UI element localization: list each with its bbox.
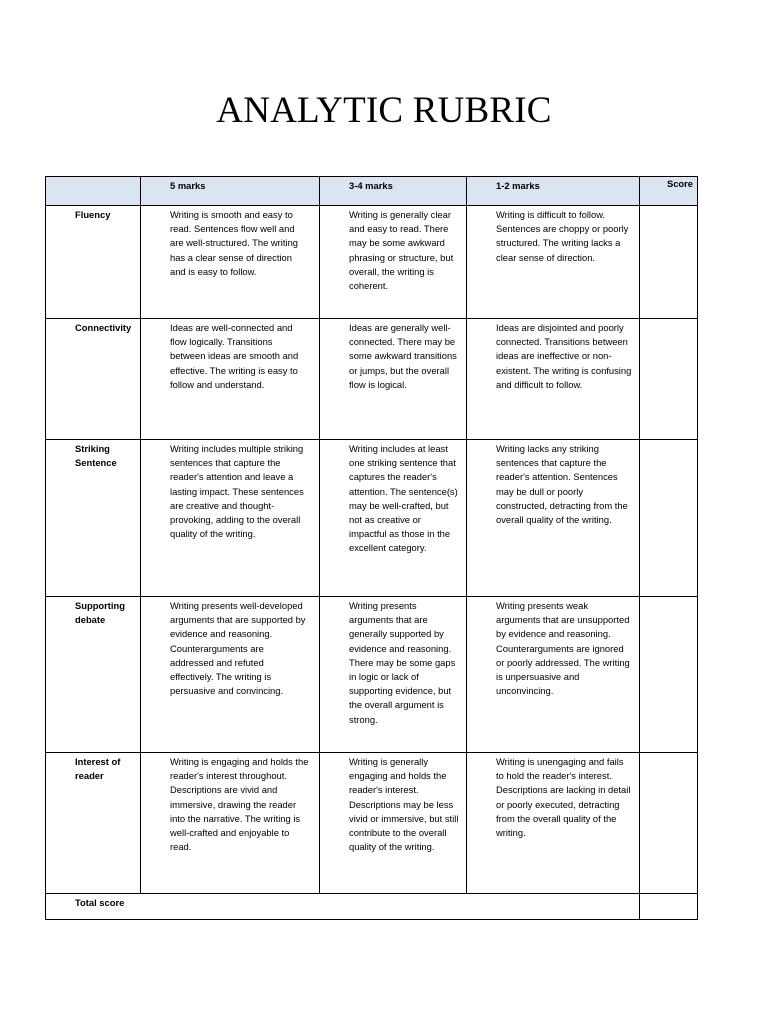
header-3-4-marks: 3-4 marks: [320, 177, 467, 206]
header-1-2-marks: 1-2 marks: [467, 177, 640, 206]
table-row: [46, 753, 698, 894]
low-description-cell: Writing is unengaging and fails to hold the reader's interest. Descriptions are lacking in detail or poorly executed, detracting from the overall quality of the writing.: [467, 753, 640, 894]
mid-description-cell: Writing is generally clear and easy to read. There may be some awkward phrasing or structure, but overall, the writing is coherent.: [320, 206, 467, 319]
total-score-cell[interactable]: [640, 894, 698, 920]
page-title: ANALYTIC RUBRIC: [216, 90, 552, 131]
table-row: [46, 440, 698, 597]
header-row: [46, 177, 698, 206]
low-description-cell: Writing presents weak arguments that are unsupported by evidence and reasoning. Counterarguments are ignored or poorly addressed. The writing is unpersuasive and unconvincing.: [467, 597, 640, 753]
mid-description-cell: Writing is generally engaging and holds the reader's interest. Descriptions may be less vivid or immersive, but still contribute to the overall quality of the writing.: [320, 753, 467, 894]
score-cell[interactable]: [640, 206, 698, 319]
header-criterion: [46, 177, 141, 206]
score-cell[interactable]: [640, 319, 698, 440]
score-cell[interactable]: [640, 597, 698, 753]
table-row: [46, 319, 698, 440]
header-score: Score: [640, 177, 698, 206]
high-description-cell: Writing includes multiple striking sentences that capture the reader's attention and leave a lasting impact. These sentences are creative and thought-provoking, adding to the overall quality of the writing.: [141, 440, 320, 597]
mid-description-cell: Writing includes at least one striking sentence that captures the reader's attention. The sentence(s) may be well-crafted, but not as creative or impactful as those in the excellent category.: [320, 440, 467, 597]
low-description-cell: Ideas are disjointed and poorly connected. Transitions between ideas are ineffective or non-existent. The writing is confusing and difficult to follow.: [467, 319, 640, 440]
total-score-label: Total score: [46, 894, 640, 920]
criterion-cell: Supporting debate: [46, 597, 141, 753]
mid-description-cell: Ideas are generally well-connected. There may be some awkward transitions or jumps, but the overall flow is logical.: [320, 319, 467, 440]
criterion-cell: Fluency: [46, 206, 141, 319]
criterion-cell: Striking Sentence: [46, 440, 141, 597]
table-row: [46, 206, 698, 319]
low-description-cell: Writing lacks any striking sentences that capture the reader's attention. Sentences may be dull or poorly constructed, detracting from the overall quality of the writing.: [467, 440, 640, 597]
low-description-cell: Writing is difficult to follow. Sentences are choppy or poorly structured. The writing lacks a clear sense of direction.: [467, 206, 640, 319]
table-row: [46, 597, 698, 753]
high-description-cell: Ideas are well-connected and flow logically. Transitions between ideas are smooth and effective. The writing is easy to follow and understand.: [141, 319, 320, 440]
score-cell[interactable]: [640, 753, 698, 894]
total-row: [46, 894, 698, 920]
rubric-table: [45, 176, 698, 920]
high-description-cell: Writing is engaging and holds the reader's interest throughout. Descriptions are vivid and immersive, drawing the reader into the narrative. The writing is well-crafted and enjoyable to read.: [141, 753, 320, 894]
high-description-cell: Writing is smooth and easy to read. Sentences flow well and are well-structured. The writing has a clear sense of direction and is easy to follow.: [141, 206, 320, 319]
header-5-marks: 5 marks: [141, 177, 320, 206]
mid-description-cell: Writing presents arguments that are generally supported by evidence and reasoning. There may be some gaps in logic or lack of supporting evidence, but the overall argument is strong.: [320, 597, 467, 753]
high-description-cell: Writing presents well-developed arguments that are supported by evidence and reasoning. Counterarguments are addressed and refuted effectively. The writing is persuasive and convincing.: [141, 597, 320, 753]
score-cell[interactable]: [640, 440, 698, 597]
criterion-cell: Interest of reader: [46, 753, 141, 894]
criterion-cell: Connectivity: [46, 319, 141, 440]
